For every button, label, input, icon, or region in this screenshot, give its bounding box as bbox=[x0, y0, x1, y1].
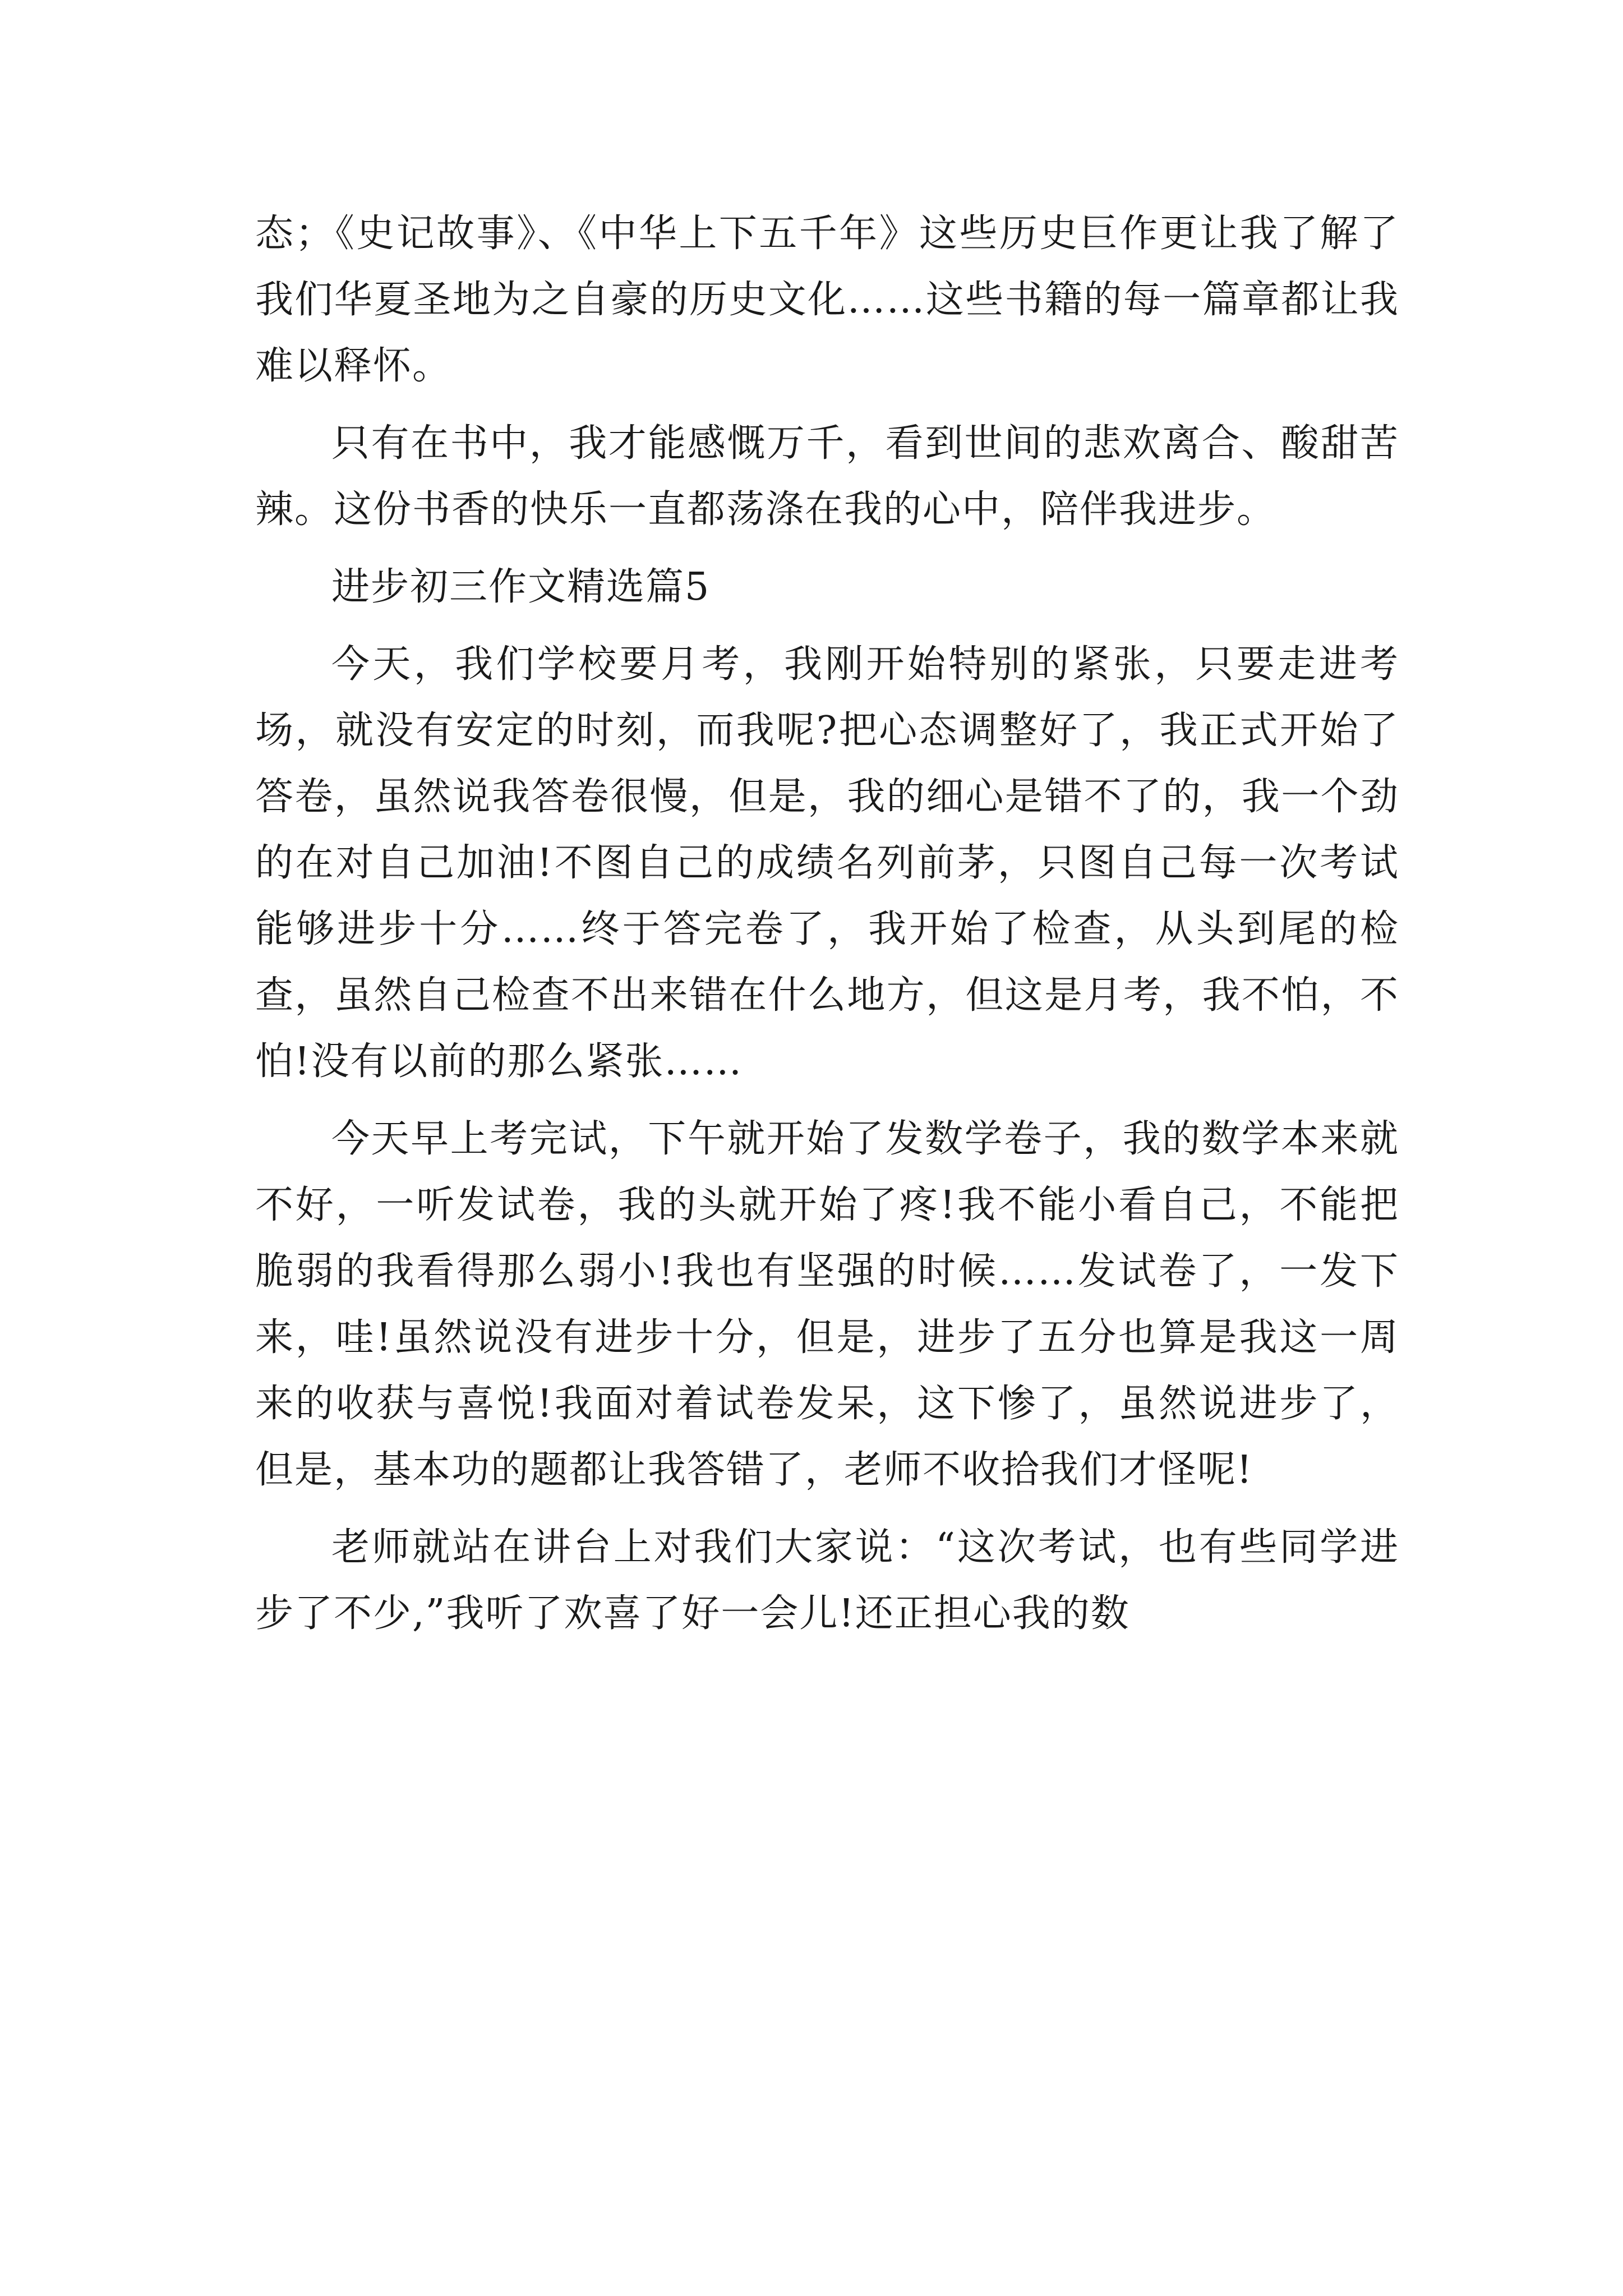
document-body bbox=[255, 201, 1399, 1658]
paragraph: 今天早上考完试，下午就开始了发数学卷子，我的数学本来就不好，一听发试卷，我的头就开始了疼!我不能小看自己，不能把脆弱的我看得那么弱小!我也有坚强的时候……发试卷了，一发下来，哇!虽然说没有进步十分，但是，进步了五分也算是我这一周来的收获与喜悦!我面对着试卷发呆，这下惨了，虽然说进步了，但是，基本功的题都让我答错了，老师不收拾我们才怪呢! bbox=[255, 1117, 1399, 1492]
paragraph: 老师就站在讲台上对我们大家说：“这次考试，也有些同学进步了不少,”我听了欢喜了好一会儿!还正担心我的数 bbox=[255, 1525, 1399, 1636]
paragraph: 只有在书中，我才能感慨万千，看到世间的悲欢离合、酸甜苦辣。这份书香的快乐一直都荡涤在我的心中，陪伴我进步。 bbox=[255, 421, 1399, 532]
paragraph-continued: 态；《史记故事》、《中华上下五千年》这些历史巨作更让我了解了我们华夏圣地为之自豪的历史文化……这些书籍的每一篇章都让我难以释怀。 bbox=[255, 211, 1399, 388]
paragraph: 今天，我们学校要月考，我刚开始特别的紧张，只要走进考场，就没有安定的时刻，而我呢?把心态调整好了，我正式开始了答卷，虽然说我答卷很慢，但是，我的细心是错不了的，我一个劲的在对自己加油!不图自己的成绩名列前茅，只图自己每一次考试能够进步十分……终于答完卷了，我开始了检查，从头到尾的检查，虽然自己检查不出来错在什么地方，但这是月考，我不怕，不怕!没有以前的那么紧张…… bbox=[255, 642, 1399, 1084]
section-heading: 进步初三作文精选篇5 bbox=[331, 565, 711, 609]
